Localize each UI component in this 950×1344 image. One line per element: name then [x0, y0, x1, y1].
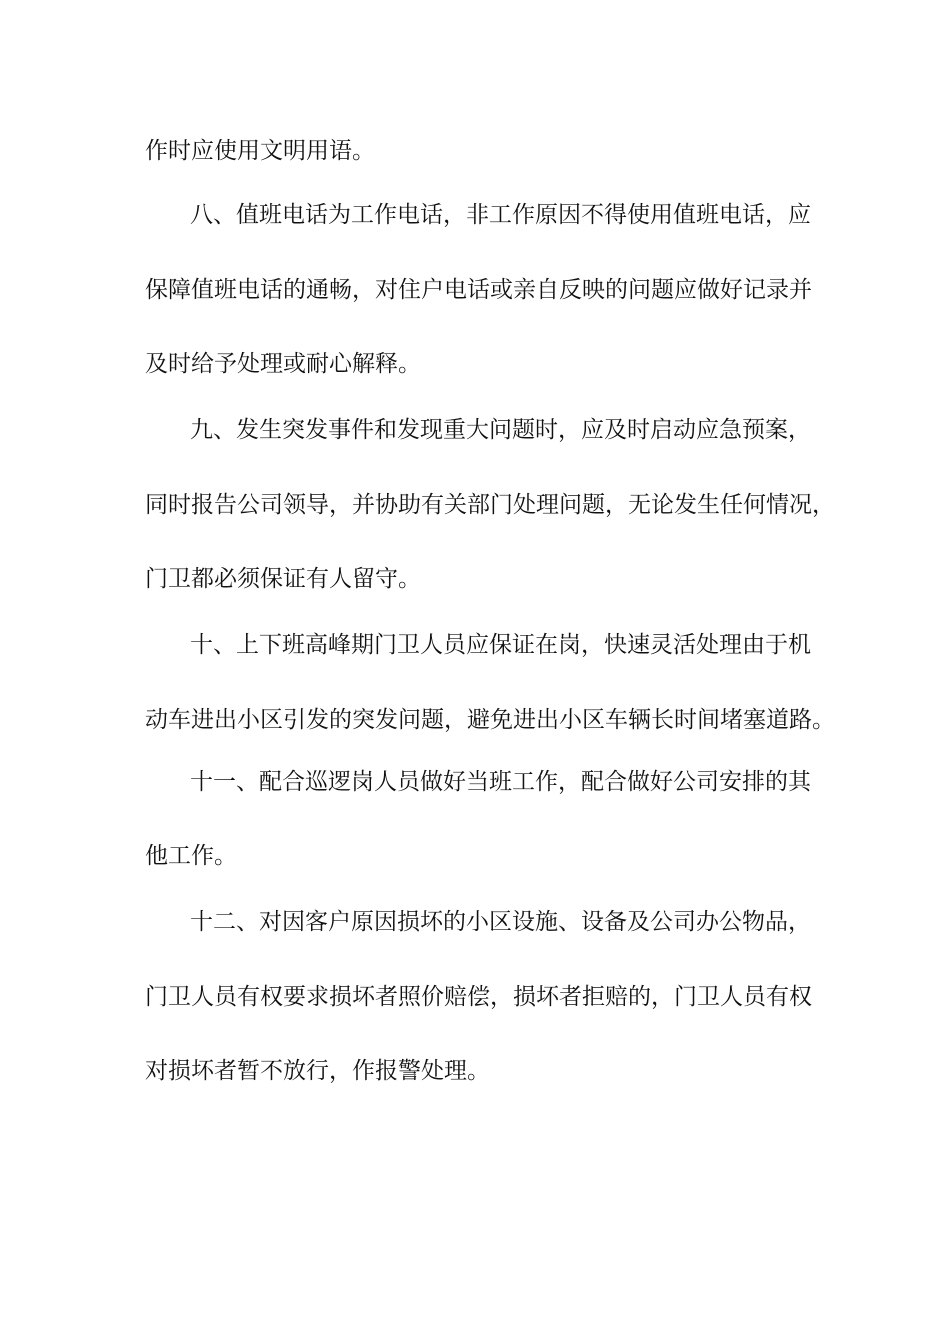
clause-8-heading-line: 八、值班电话为工作电话，非工作原因不得使用值班电话，应: [190, 202, 811, 228]
clause-9-heading-line: 九、发生突发事件和发现重大问题时，应及时启动应急预案，: [190, 417, 811, 443]
text-line: 作时应使用文明用语。: [145, 138, 375, 164]
text-line: 及时给予处理或耐心解释。: [145, 351, 421, 377]
clause-10-heading-line: 十、上下班高峰期门卫人员应保证在岗，快速灵活处理由于机: [190, 632, 811, 658]
text-line: 门卫都必须保证有人留守。: [145, 566, 421, 592]
text-line: 门卫人员有权要求损坏者照价赔偿，损坏者拒赔的，门卫人员有权: [145, 984, 812, 1010]
text-line: 同时报告公司领导，并协助有关部门处理问题，无论发生任何情况，: [145, 492, 835, 518]
text-line: 他工作。: [145, 843, 237, 869]
clause-11-heading-line: 十一、配合巡逻岗人员做好当班工作，配合做好公司安排的其: [190, 769, 811, 795]
clause-12-heading-line: 十二、对因客户原因损坏的小区设施、设备及公司办公物品，: [190, 909, 811, 935]
text-line: 对损坏者暂不放行，作报警处理。: [145, 1058, 490, 1084]
text-line: 保障值班电话的通畅，对住户电话或亲自反映的问题应做好记录并: [145, 277, 812, 303]
text-line: 动车进出小区引发的突发问题，避免进出小区车辆长时间堵塞道路。: [145, 707, 835, 733]
